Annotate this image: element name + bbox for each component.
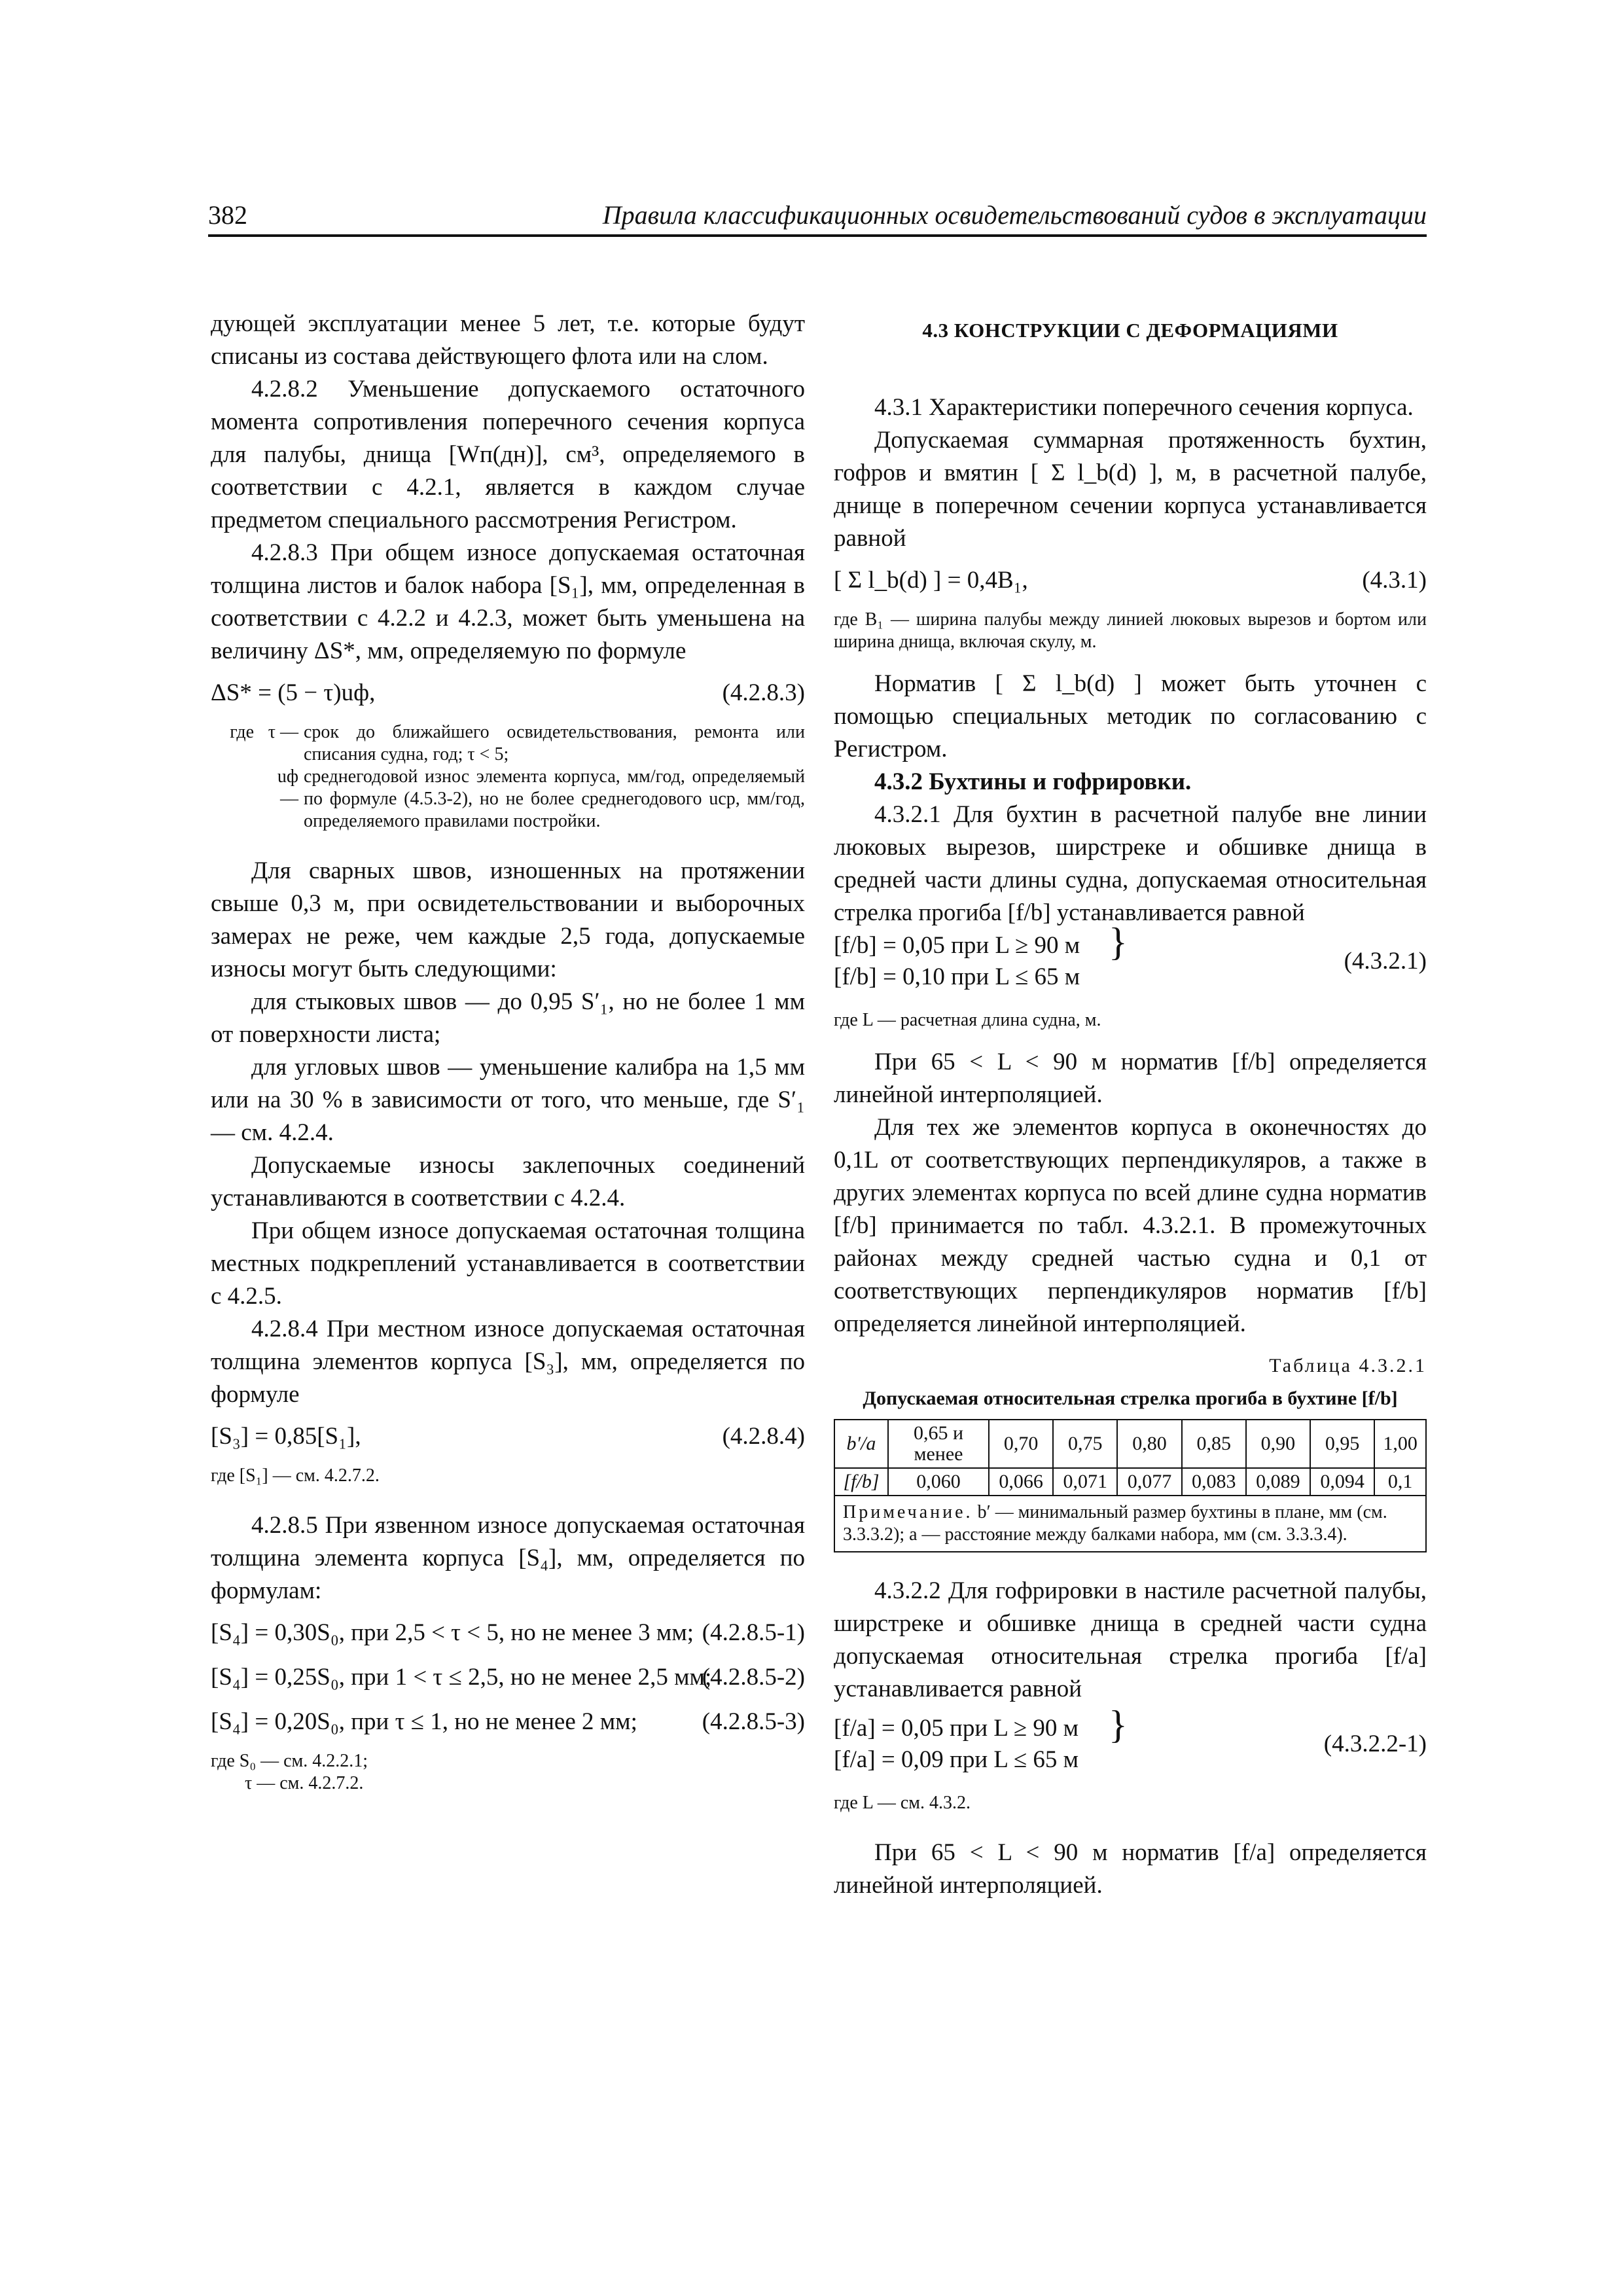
formula-4-3-2-1: [f/b] = 0,05 при L ≥ 90 м [f/b] = 0,10 при L ≤ 65 м } (4.3.2.1)	[834, 920, 1427, 990]
table-caption: Таблица 4.3.2.1	[1269, 1355, 1427, 1376]
table-title: Допускаемая относительная стрелка прогиба в бухтине [f/b]	[863, 1388, 1398, 1409]
paragraph: При общем износе допускаемая остаточная толщина местных подкреплений устанавливается в соответствии с 4.2.5.	[211, 1217, 805, 1310]
left-column	[211, 308, 805, 1795]
formula-4-2-8-5-2: [S₄] = 0,25S₀, при 1 < τ ≤ 2,5, но не менее 2,5 мм; (4.2.8.5-2)	[211, 1664, 805, 1691]
brace-icon: }	[1109, 1703, 1128, 1746]
paragraph: дующей эксплуатации менее 5 лет, т.е. которые будут списаны из состава действующего флота или на слом.	[211, 310, 805, 370]
paragraph: для угловых швов — уменьшение калибра на 1,5 мм или на 30 % в зависимости от того, что меньше, где S′₁ — см. 4.2.4.	[211, 1054, 805, 1146]
brace-icon: }	[1109, 920, 1128, 963]
table-row: [f/b] 0,060 0,066 0,071 0,077 0,083 0,089 0,094 0,1	[834, 1468, 1426, 1496]
where-note: τ — см. 4.2.7.2.	[245, 1773, 364, 1793]
paragraph: 4.2.8.4 При местном износе допускаемая остаточная толщина элементов корпуса [S₃], мм, определяется по формуле	[211, 1316, 805, 1408]
running-title: Правила классификационных освидетельствований судов в эксплуатации	[602, 200, 1427, 230]
paragraph: Норматив [ Σ l_b(d) ] может быть уточнен с помощью специальных методик по согласованию с Регистром.	[834, 670, 1427, 762]
table-note-row	[834, 1496, 1426, 1552]
where-note: где S₀ — см. 4.2.2.1;	[211, 1751, 368, 1771]
paragraph: При 65 < L < 90 м норматив [f/b] определяется линейной интерполяцией.	[834, 1049, 1427, 1108]
paragraph: для стыковых швов — до 0,95 S′₁, но не более 1 мм от поверхности листа;	[211, 988, 805, 1048]
where-block: где τ — срок до ближайшего освидетельствования, ремонта или списания судна, год; τ < 5; uф — среднегодовой износ элемента корпуса, мм/год, определяемый по формуле (4.5.3-2), но не более среднегодового uср, мм/год, определяемого правилами постройки.	[230, 722, 805, 831]
page-header	[208, 196, 1427, 237]
subsection-title: 4.3.2 Бухтины и гофрировки.	[874, 768, 1192, 795]
deflection-table	[834, 1419, 1427, 1552]
page-number: 382	[208, 200, 247, 230]
paragraph: Для тех же элементов корпуса в оконечностях до 0,1L от соответствующих перпендикуляров, а также в других элементах корпуса по всей длине судна норматив [f/b] принимается по табл. 4.3.2.1. В промежуточных районах между средней частью судна и 0,1 от соответствующих перпендикуляров норматив [f/b] определяется линейной интерполяцией.	[834, 1114, 1427, 1337]
paragraph: Для сварных швов, изношенных на протяжении свыше 0,3 м, при освидетельствовании и выборочных замерах не реже, чем каждые 2,5 года, допускаемые износы могут быть следующими:	[211, 857, 805, 982]
right-column	[834, 308, 1427, 1902]
paragraph: При 65 < L < 90 м норматив [f/a] определяется линейной интерполяцией.	[834, 1839, 1427, 1899]
formula-4-2-8-5-1: [S₄] = 0,30S₀, при 2,5 < τ < 5, но не менее 3 мм; (4.2.8.5-1)	[211, 1619, 805, 1646]
where-note: где B₁ — ширина палубы между линией люковых вырезов и бортом или ширина днища, включая скулу, м.	[834, 609, 1427, 652]
where-note: где [S₁] — см. 4.2.7.2.	[211, 1465, 380, 1486]
where-note: где L — см. 4.3.2.	[834, 1793, 971, 1813]
formula-4-3-1: [ Σ l_b(d) ] = 0,4B₁, (4.3.1)	[834, 567, 1427, 594]
formula-4-2-8-4: [S₃] = 0,85[S₁], (4.2.8.4)	[211, 1423, 805, 1450]
formula-4-3-2-2-1: [f/a] = 0,05 при L ≥ 90 м [f/a] = 0,09 при L ≤ 65 м } (4.3.2.2-1)	[834, 1703, 1427, 1773]
paragraph: 4.2.8.5 При язвенном износе допускаемая остаточная толщина элемента корпуса [S₄], мм, определяется по формулам:	[211, 1512, 805, 1604]
paragraph: 4.2.8.3 При общем износе допускаемая остаточная толщина листов и балок набора [S₁], мм, определенная в соответствии с 4.2.2 и 4.2.3, может быть уменьшена на величину ΔS*, мм, определяемую по формуле	[211, 539, 805, 664]
where-note: где L — расчетная длина судна, м.	[834, 1010, 1101, 1030]
formula-4-2-8-5-3: [S₄] = 0,20S₀, при τ ≤ 1, но не менее 2 мм; (4.2.8.5-3)	[211, 1708, 805, 1735]
formula-4-2-8-3: ΔS* = (5 − τ)uф, (4.2.8.3)	[211, 679, 805, 706]
subsection-title: 4.3.1 Характеристики поперечного сечения корпуса.	[874, 394, 1414, 421]
note-text: b′ — минимальный размер бухтины в плане, мм (см. 3.3.3.2); a — расстояние между балками набора, мм (см. 3.3.3.4).	[843, 1502, 1387, 1545]
note-label: Примечание.	[843, 1502, 973, 1522]
paragraph: 4.3.2.1 Для бухтин в расчетной палубе вне линии люковых вырезов, ширстреке и обшивке днища в средней части длины судна, допускаемая относительная стрелка прогиба [f/b] устанавливается равной	[834, 801, 1427, 926]
paragraph: 4.3.2.2 Для гофрировки в настиле расчетной палубы, ширстреке и обшивке днища в средней части судна допускаемая относительная стрелка прогиба [f/a] устанавливается равной	[834, 1577, 1427, 1702]
paragraph: Допускаемые износы заклепочных соединений устанавливаются в соответствии с 4.2.4.	[211, 1152, 805, 1211]
paragraph: 4.2.8.2 Уменьшение допускаемого остаточного момента сопротивления поперечного сечения корпуса для палубы, днища [Wп(дн)], см³, определяемого в соответствии с 4.2.1, является в каждом случае предметом специального рассмотрения Регистром.	[211, 376, 805, 533]
section-heading: 4.3 КОНСТРУКЦИИ С ДЕФОРМАЦИЯМИ	[922, 319, 1338, 342]
table-row: b′/a 0,65 и менее 0,70 0,75 0,80 0,85 0,90 0,95 1,00	[834, 1420, 1426, 1468]
paragraph: Допускаемая суммарная протяженность бухтин, гофров и вмятин [ Σ l_b(d) ], м, в расчетной палубе, днище в поперечном сечении корпуса устанавливается равной	[834, 427, 1427, 552]
